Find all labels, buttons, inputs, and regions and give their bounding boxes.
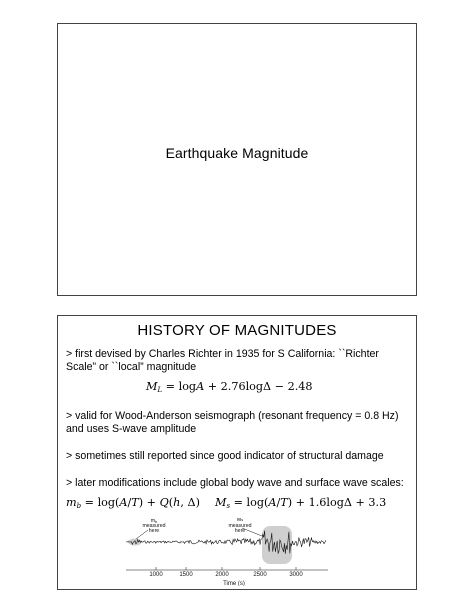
equation-mb: $m_b = \log(A/T) + Q(h$, Δ) [66, 496, 200, 510]
slide-2-title: HISTORY OF MAGNITUDES [137, 322, 337, 339]
mb-annotation-label: mb [150, 518, 158, 524]
slide-1-title: Earthquake Magnitude [165, 145, 309, 161]
equation-ms: $M_s = \log(A/T) + 1.6\log\Delta + 3.3$ [215, 496, 387, 510]
slide-1 [57, 23, 417, 296]
x-tick-label: 1000 [149, 572, 163, 578]
equation-ml: $M_L = \log A + 2.76\log\Delta - 2.48$ [146, 380, 313, 394]
mb-annotation-text1: measured [142, 523, 166, 529]
mb-arrow [136, 530, 148, 539]
bullet-later-modifications: > later modifications include global body wave and surface wave scales: [66, 477, 404, 489]
mb-annotation-text2: here [148, 528, 160, 534]
x-axis-label: Time (s) [223, 581, 245, 586]
x-tick-label: 2500 [253, 572, 267, 578]
x-tick-label: 2000 [215, 572, 229, 578]
ms-annotation-text2: here [234, 528, 246, 534]
ms-annotation-text1: measured [228, 523, 252, 529]
x-tick-label: 1500 [179, 572, 193, 578]
bullet-structural-damage: > sometimes still reported since good indicator of structural damage [66, 450, 384, 462]
ms-annotation-label: Ms [236, 518, 244, 524]
seismogram-figure [122, 518, 332, 586]
bullet-wood-anderson: > valid for Wood-Anderson seismograph (resonant frequency = 0.8 Hz) and uses S-wave amplitude [66, 410, 399, 435]
x-tick-label: 3000 [289, 572, 303, 578]
slide-2 [57, 315, 417, 590]
seismogram-trace [126, 531, 326, 554]
bullet-richter: > first devised by Charles Richter in 1935 for S California: ``Richter Scale” or ``local” magnitude [66, 348, 379, 373]
